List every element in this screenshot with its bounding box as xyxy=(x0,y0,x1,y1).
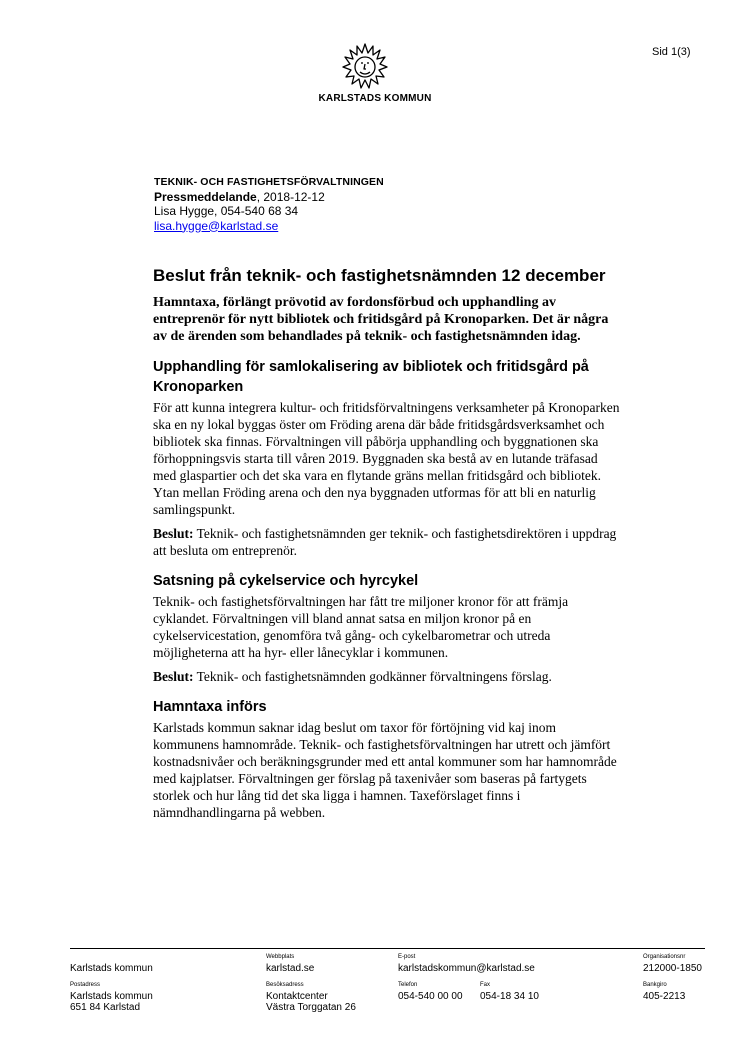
page-number: Sid 1(3) xyxy=(652,46,691,58)
contact-line: Lisa Hygge, 054-540 68 34 xyxy=(154,204,299,218)
decision-text: Teknik- och fastighetsnämnden godkänner förvaltningens förslag. xyxy=(193,669,552,684)
footer-visit-1: Kontaktcenter xyxy=(266,991,328,1002)
footer-postal-label: Postadress xyxy=(70,982,101,988)
footer-name: Karlstads kommun xyxy=(70,963,153,974)
section-heading-harbour: Hamntaxa införs xyxy=(153,699,267,715)
section-body-bike: Teknik- och fastighetsförvaltningen har fått tre miljoner kronor för att främja cyklandet. Förvaltningen vill bland annat satsa en miljon kronor på en cykelservicestation, genomföra två gång- och cykelbarometrar och utreda möjligheterna att ha hyr- eller lånecyklar i kommunen. xyxy=(153,594,569,660)
department: TEKNIK- OCH FASTIGHETSFÖRVALTNINGEN xyxy=(154,176,384,188)
section-body-library: För att kunna integrera kultur- och fritidsförvaltningens verksamheter på Kronoparken ska en ny lokal byggas öster om Fröding arena där både fritidsgårdsverksamhet och bibliotek ska finnas. Förvaltningen vill påbörja upphandling och byggnationen ska förhoppningsvis starta till våren 2019. Byggnaden ska bestå av en lutande träfasad med glaspartier och det ska vara en flytande gräns mellan fritidsgård och bibliotek. Ytan mellan Fröding arena och den nya byggnaden utformas för att bli en naturlig samlingspunkt. xyxy=(153,400,620,517)
footer-fax-label: Fax xyxy=(480,982,491,988)
press-release-body xyxy=(153,264,623,828)
sun-logo-icon xyxy=(342,42,388,90)
lead-paragraph: Hamntaxa, förlängt prövotid av fordonsförbud och upphandling av entreprenör för nytt bibliotek och fritidsgård på Kronoparken. Det är några av de ärenden som behandlades på teknik- och fastighetsnämnden idag. xyxy=(153,295,609,344)
footer-bankgiro: 405-2213 xyxy=(643,991,686,1002)
decision-label: Beslut: xyxy=(153,669,194,684)
footer-fax: 054-18 34 10 xyxy=(480,991,539,1002)
footer-email-label: E-post xyxy=(398,954,416,960)
footer-phone: 054-540 00 00 xyxy=(398,991,463,1002)
page-title: Beslut från teknik- och fastighetsnämnden 12 december xyxy=(153,266,606,285)
footer-postal-1: Karlstads kommun xyxy=(70,991,153,1002)
footer-web-label: Webbplats xyxy=(266,954,295,960)
decision-text: Teknik- och fastighetsnämnden ger teknik- och fastighetsdirektören i uppdrag att besluta om entreprenör. xyxy=(153,526,617,558)
footer-divider xyxy=(70,948,705,949)
footer-orgnr: 212000-1850 xyxy=(643,963,702,974)
footer-orgnr-label: Organisationsnr xyxy=(643,954,686,960)
footer-email[interactable]: karlstadskommun@karlstad.se xyxy=(398,963,535,974)
press-date: , 2018-12-12 xyxy=(256,189,325,204)
footer-bankgiro-label: Bankgiro xyxy=(643,982,667,988)
section-heading-library: Upphandling för samlokalisering av bibliotek och fritidsgård på Kronoparken xyxy=(153,359,589,395)
footer-postal-2: 651 84 Karlstad xyxy=(70,1002,141,1013)
section-decision-library xyxy=(153,525,623,559)
footer-visit-2: Västra Torggatan 26 xyxy=(266,1002,356,1013)
footer-visit-label: Besöksadress xyxy=(266,982,304,988)
section-heading-bike: Satsning på cykelservice och hyrcykel xyxy=(153,573,419,589)
press-meta xyxy=(154,175,384,233)
decision-label: Beslut: xyxy=(153,526,194,541)
section-decision-bike xyxy=(153,668,623,685)
footer-phone-label: Telefon xyxy=(398,982,418,988)
section-body-harbour: Karlstads kommun saknar idag beslut om taxor för förtöjning vid kaj inom kommunens hamnområde. Teknik- och fastighetsförvaltningen har utrett och jämfört kostnadsnivåer och beräkningsgrunder med ett antal kommuner som har hamnområde med kajplatser. Förvaltningen ger förslag på taxenivåer som baseras på fartygets storlek och hur lång tid det ska ligga i hamnen. Taxeförslaget finns i nämndhandlingarna på webben. xyxy=(153,720,617,820)
doc-type: Pressmeddelande xyxy=(154,189,257,204)
footer-web[interactable]: karlstad.se xyxy=(266,963,315,974)
organization-name: KARLSTADS KOMMUN xyxy=(318,93,432,104)
contact-email-link[interactable]: lisa.hygge@karlstad.se xyxy=(154,218,279,233)
